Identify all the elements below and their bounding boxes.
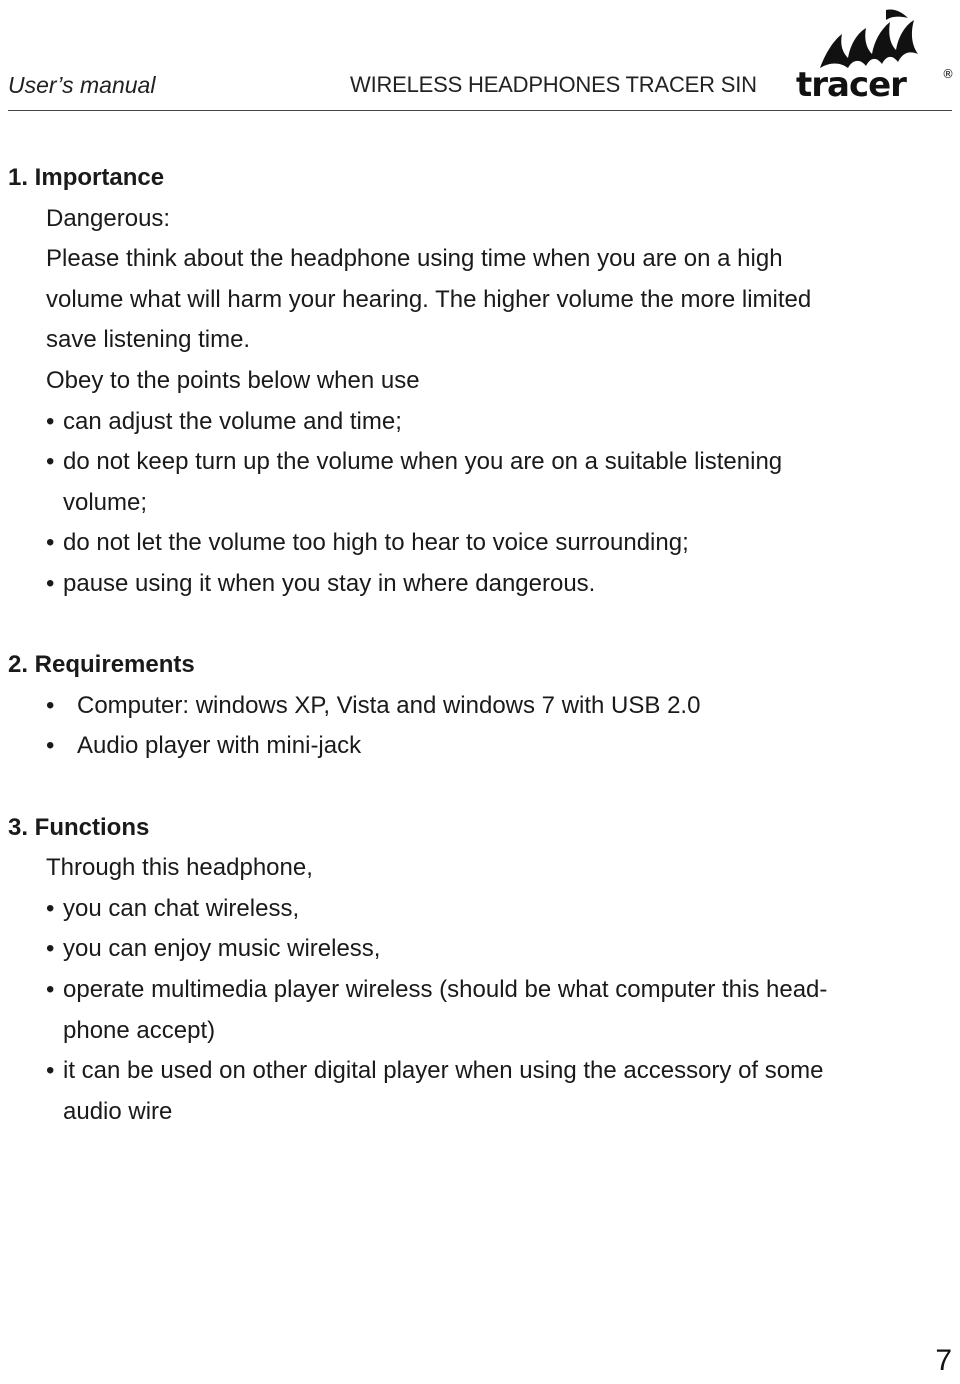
- svg-text:tracer: tracer: [796, 65, 906, 104]
- bullet-icon: •: [46, 1057, 55, 1085]
- page-number: 7: [935, 1344, 952, 1377]
- bullet-icon: •: [46, 976, 55, 1003]
- bullet-icon: •: [46, 448, 55, 476]
- paragraph-line: volume what will harm your hearing. The higher volume the more limited: [46, 285, 812, 313]
- list-item: • you can enjoy music wireless,: [46, 929, 380, 970]
- bullet-icon: •: [46, 935, 55, 963]
- header-users-manual: User’s manual: [8, 72, 156, 98]
- list-item: • operate multimedia player wireless (should be what computer this head-: [46, 970, 827, 1011]
- list-item: • do not let the volume too high to hear to voice surrounding;: [46, 523, 689, 564]
- list-item: • Audio player with mini-jack: [46, 726, 361, 767]
- section-title-requirements: 2. Requirements: [8, 651, 195, 679]
- bullet-icon: •: [46, 894, 55, 922]
- list-item: • Computer: windows XP, Vista and windows 7 with USB 2.0: [46, 686, 700, 727]
- list-item-continuation: volume;: [63, 488, 148, 516]
- paragraph-line: save listening time.: [46, 326, 251, 354]
- bullet-icon: •: [46, 732, 55, 760]
- functions-intro: Through this headphone,: [46, 854, 313, 882]
- list-item: • can adjust the volume and time;: [46, 402, 402, 443]
- bullet-icon: •: [46, 407, 55, 435]
- tracer-logo: [790, 4, 955, 104]
- bullet-icon: •: [46, 529, 55, 557]
- section-title-importance: 1. Importance: [8, 164, 165, 191]
- list-item: • it can be used on other digital player when using the accessory of some: [46, 1051, 823, 1092]
- dangerous-label: Dangerous:: [46, 204, 171, 232]
- paragraph-line: Please think about the headphone using time when you are on a high: [46, 245, 783, 273]
- header-product-title: WIRELESS HEADPHONES TRACER SIN: [350, 72, 757, 97]
- page-header: [0, 0, 960, 112]
- bullet-icon: •: [46, 570, 55, 597]
- bullet-icon: •: [46, 691, 55, 719]
- list-item: • you can chat wireless,: [46, 889, 299, 930]
- section-title-functions: 3. Functions: [8, 813, 150, 841]
- obey-line: Obey to the points below when use: [46, 367, 420, 394]
- list-item-continuation: phone accept): [63, 1016, 216, 1044]
- list-item: • pause using it when you stay in where dangerous.: [46, 564, 595, 605]
- header-divider: [8, 110, 952, 111]
- list-item-continuation: audio wire: [63, 1097, 173, 1125]
- svg-text:®: ®: [942, 67, 954, 81]
- list-item: • do not keep turn up the volume when you are on a suitable listening: [46, 442, 782, 483]
